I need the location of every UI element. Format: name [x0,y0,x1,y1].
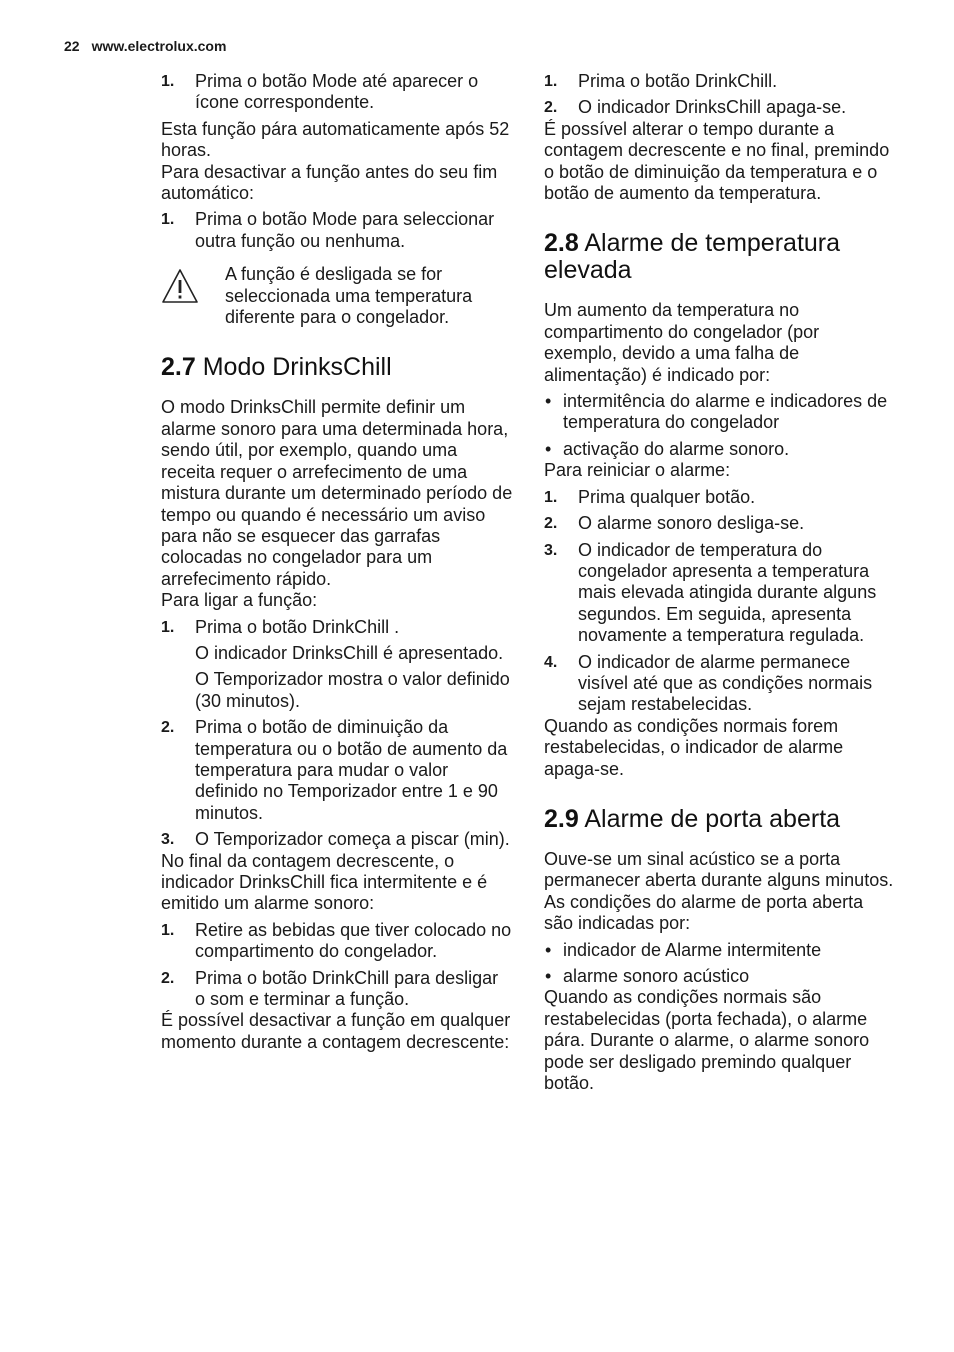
page-header [64,38,226,54]
warning-triangle-icon [161,268,199,304]
bullet-icon: • [545,391,552,412]
list-item [161,829,513,850]
bullet-item [544,391,894,434]
paragraph: É possível desactivar a função em qualquer momento durante a contagem decrescente: [161,1010,511,1052]
step-text: Prima o botão DrinkChill. [578,71,778,91]
list-item [161,920,513,963]
page-number: 22 [64,38,80,54]
list-item [544,540,894,647]
paragraph: Para reiniciar o alarme: [544,460,731,481]
left-column [161,71,513,1053]
section-number: 2.8 [544,229,579,258]
step-number: 1. [161,921,175,939]
bullet-item [544,940,894,961]
section-title: Alarme de porta aberta [584,804,841,833]
step-subtext: O indicador DrinksChill é apresentado. [195,642,504,663]
step-text: Prima o botão Mode até aparecer o ícone correspondente. [195,71,479,113]
step-number: 4. [544,653,558,671]
paragraph: Quando as condições normais são restabelecidas (porta fechada), o alarme pára. Durante o alarme, o alarme sonoro pode ser desligado premindo qualquer botão. [544,987,870,1094]
list-item [544,97,894,118]
section-number: 2.7 [161,353,196,382]
list-item [161,209,513,252]
bullet-item [544,439,894,460]
step-text: O indicador de alarme permanece visível até que as condições normais sejam restabelecidas. [578,651,873,715]
step-text: Prima o botão de diminuição da temperatura ou o botão de aumento da temperatura para mudar o valor definido no Temporizador entre 1 e 90 minutos. [195,717,508,823]
bullet-text: indicador de Alarme intermitente [563,939,822,960]
paragraph: O modo DrinksChill permite definir um alarme sonoro para uma determinada hora, sendo útil, por exemplo, quando uma receita requer o arrefecimento de uma mistura durante um determinado período de tempo ou quando é necessário um aviso para não se esquecer das garrafas colocadas no congelador para um arrefecimento rápido. [161,397,513,589]
section-heading-2-8 [544,230,894,284]
paragraph: Ouve-se um sinal acústico se a porta permanecer aberta durante alguns minutos. As condições do alarme de porta aberta são indicadas por: [544,848,894,934]
bullet-icon: • [545,939,552,960]
section-number: 2.9 [544,804,579,833]
paragraph: Para desactivar a função antes do seu fim automático: [161,161,498,204]
step-text: Prima o botão DrinkChill para desligar o som e terminar a função. [195,967,499,1010]
list-item [544,652,894,716]
list-item [544,71,894,92]
section-heading-2-9 [544,806,894,833]
warning-text: A função é desligada se for seleccionada uma temperatura diferente para o congelador. [225,264,473,328]
step-number: 3. [161,831,175,849]
warning-note [161,264,513,328]
step-number: 1. [544,73,558,90]
list-item [161,617,513,638]
paragraph: Um aumento da temperatura no compartimento do congelador (por exemplo, devido a uma falha de alimentação) é indicado por: [544,300,820,385]
bullet-item [544,966,894,987]
step-text: O alarme sonoro desliga-se. [578,513,805,534]
right-column [544,71,894,1094]
step-number: 1. [161,73,175,90]
paragraph: Para ligar a função: [161,590,318,611]
step-number: 2. [161,969,175,987]
bullet-text: activação do alarme sonoro. [563,438,790,459]
paragraph: No final da contagem decrescente, o indicador DrinksChill fica intermitente e é emitido um alarme sonoro: [161,850,488,914]
paragraph: Quando as condições normais forem restabelecidas, o indicador de alarme apaga-se. [544,715,844,779]
step-text: Prima qualquer botão. [578,486,756,507]
paragraph: Esta função pára automaticamente após 52 horas. [161,118,510,161]
step-subtext: O Temporizador mostra o valor definido (30 minutos). [195,669,510,711]
bullet-icon: • [545,966,552,986]
step-text: Prima o botão DrinkChill . [195,616,400,637]
step-number: 1. [161,618,175,636]
step-number: 2. [544,515,558,533]
step-number: 3. [544,541,558,559]
step-text: Prima o botão Mode para seleccionar outra função ou nenhuma. [195,209,495,251]
list-item [161,717,513,824]
step-number: 1. [544,488,558,506]
section-title: Alarme de temperatura elevada [544,229,841,285]
step-text: O indicador de temperatura do congelador apresenta a temperatura mais elevada atingida durante alguns segundos. Em seguida, apresenta novamente a temperatura regulada. [578,539,877,646]
step-number: 2. [544,99,558,117]
step-number: 2. [161,719,175,737]
list-item [161,968,513,1011]
step-text: O Temporizador começa a piscar (min). [195,829,510,850]
paragraph: É possível alterar o tempo durante a contagem decrescente e no final, premindo o botão de diminuição da temperatura e o botão de aumento da temperatura. [544,118,890,204]
list-item [161,71,513,114]
bullet-icon: • [545,438,552,459]
section-heading-2-7 [161,354,513,381]
step-text: Retire as bebidas que tiver colocado no compartimento do congelador. [195,919,512,962]
step-number: 1. [161,211,175,229]
bullet-text: intermitência do alarme e indicadores de temperatura do congelador [563,391,888,433]
bullet-text: alarme sonoro acústico [563,966,750,986]
section-title: Modo DrinksChill [202,353,392,382]
list-item [544,487,894,508]
site-url[interactable]: www.electrolux.com [91,38,227,54]
step-text: O indicador DrinksChill apaga-se. [578,97,847,118]
list-item [544,513,894,534]
